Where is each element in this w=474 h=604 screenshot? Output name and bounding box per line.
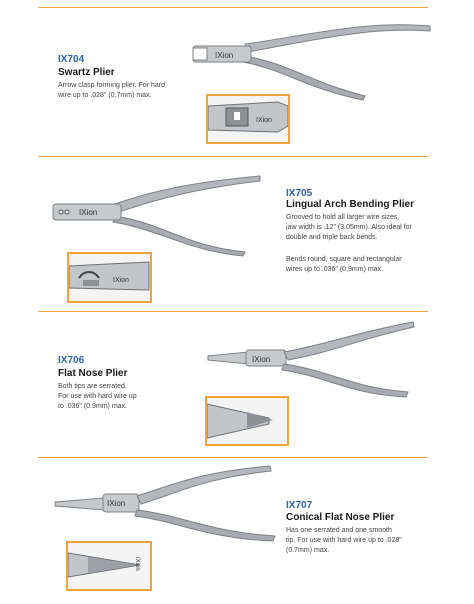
detail-zoom-image bbox=[205, 396, 289, 446]
brand-logo: IXion bbox=[79, 208, 98, 217]
section-divider bbox=[38, 311, 428, 312]
product-code: IX707 bbox=[286, 500, 313, 511]
detail-zoom-image bbox=[206, 94, 290, 144]
product-description: Grooved to hold all larger wire sizes, jaw width is .12" (3.05mm). Also ideal for double and triple back bends. bbox=[286, 214, 412, 241]
product-code: IX704 bbox=[58, 54, 85, 65]
brand-logo: IXion bbox=[252, 355, 271, 364]
product-description-extra: Bends round, square and rectangular wires up to .036" (0,9mm) max. bbox=[286, 256, 402, 273]
product-name: Lingual Arch Bending Plier bbox=[286, 199, 414, 210]
detail-zoom-image bbox=[67, 252, 152, 303]
plier-image bbox=[198, 318, 438, 408]
product-name: Conical Flat Nose Plier bbox=[286, 512, 395, 523]
product-description: Both tips are serrated. For use with hard wire up to .036" (0.9mm) max. bbox=[58, 383, 137, 410]
plier-image bbox=[45, 168, 295, 258]
detail-zoom-image bbox=[66, 541, 152, 591]
product-code: IX706 bbox=[58, 355, 85, 366]
section-divider bbox=[38, 156, 428, 157]
brand-logo: IXion bbox=[256, 117, 272, 124]
section-divider bbox=[38, 7, 428, 8]
product-code: IX705 bbox=[286, 188, 313, 199]
product-description: Arrow clasp forming plier. For hard wire up to .028" (0.7mm) max. bbox=[58, 82, 165, 99]
section-divider bbox=[38, 457, 428, 458]
plier-image bbox=[45, 462, 305, 552]
brand-logo: IXion bbox=[134, 557, 140, 571]
product-name: Swartz Plier bbox=[58, 67, 115, 78]
brand-logo: IXion bbox=[107, 499, 126, 508]
plier-image bbox=[185, 12, 435, 102]
brand-logo: IXion bbox=[113, 277, 129, 284]
brand-logo: IXion bbox=[215, 51, 234, 60]
product-name: Flat Nose Plier bbox=[58, 368, 128, 379]
product-description: Has one serrated and one smooth tip. For use with hard wire up to .028" (0.7mm) max. bbox=[286, 527, 402, 554]
